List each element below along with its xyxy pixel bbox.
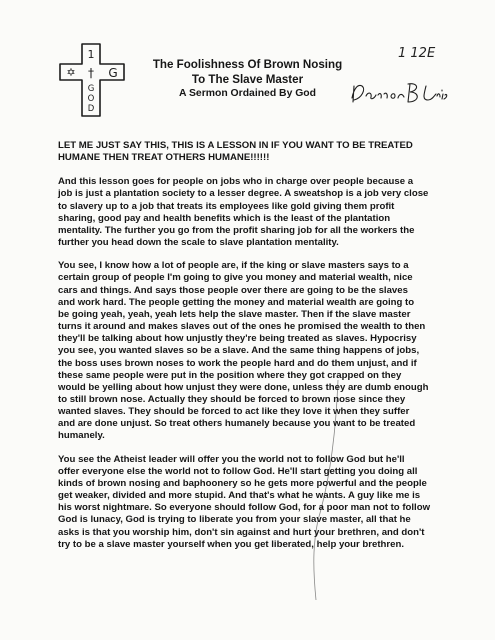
text-line: try to be a slave master yourself when you get liberated, help your brethren.: [58, 538, 405, 550]
text-line: and are done unjust. So treat others humanely because you want to be treated: [58, 418, 416, 430]
text-line: they'll be talking about how unjustly they're being treated as slaves. Hypocrisy: [58, 333, 417, 345]
text-line: get weaker, divided and more stupid. And that's what he wants. A guy like me is: [58, 490, 421, 502]
emblem-right: G: [108, 66, 118, 80]
text-line: HUMANE THEN TREAT OTHERS HUMANE!!!!!!: [58, 152, 270, 164]
handwritten-signature: [348, 78, 448, 108]
text-line: these same people were put in the position where they got crapped on they: [58, 369, 402, 381]
text-line: to slavery up to a job that treats its employees like gold giving them profit: [58, 200, 395, 212]
paragraph-4: [58, 454, 458, 551]
emblem-bottom-3: D: [87, 104, 95, 114]
text-line: sharing, good pay and health benefits which is the least of the plantation: [58, 212, 391, 224]
emblem-center: †: [88, 66, 94, 80]
cross-emblem-icon: [58, 42, 128, 118]
text-line: certain group of people I'm going to give you money and material wealth, nice: [58, 272, 413, 284]
text-line: his worst nightmare. So everyone should follow God, for a poor man not to follow: [58, 502, 431, 514]
text-line: God is lunacy, God is trying to liberate you from your slave master, all that he: [58, 514, 411, 526]
text-line: and work hard. The people getting the money and material wealth are going to: [58, 296, 415, 308]
text-line: to still brown nose. Actually they should be forced to brown nose since they: [58, 393, 406, 405]
text-line: humanely.: [58, 430, 105, 442]
text-line: And this lesson goes for people on jobs who in charge over people because a: [58, 176, 414, 188]
text-line: asks is that you worship him, don't sin against and hurt your brethren, and don't: [58, 526, 425, 538]
paragraph-2: [58, 176, 458, 249]
text-line: wanted slaves. They should be forced to act like they love it when they suffer: [58, 406, 410, 418]
text-line: turns it around and makes slaves out of the ones he promised the wealth to then: [58, 321, 426, 333]
text-line: the boss uses brown noses to work the people hard and do them unjust, and if: [58, 357, 417, 369]
emblem-left: ✡: [66, 66, 76, 79]
text-line: mentality. The further you go from the profit sharing job for all the workers the: [58, 224, 415, 236]
text-line: You see, I know how a lot of people are, if the king or slave masters says to a: [58, 260, 409, 272]
text-line: further you head down the scale to slave plantation mentality.: [58, 237, 339, 249]
emblem-bottom-1: G: [87, 84, 95, 94]
text-line: would be yelling about how unjust they were done, unless they are dumb enough: [58, 381, 429, 393]
text-line: kinds of brown nosing and baphoonery so he gets more powerful and the people: [58, 477, 427, 489]
text-line: offer everyone else the world not to follow God. He'll start getting you doing all: [58, 465, 418, 477]
title-line-2: To The Slave Master: [191, 72, 304, 86]
paragraph-3: [58, 260, 458, 442]
emblem-top: 1: [87, 48, 95, 61]
emblem-bottom-2: O: [87, 94, 95, 104]
handwritten-page-number: 1 12E: [398, 46, 436, 61]
text-line: cars and things. And says those people over there are going to be the slaves: [58, 284, 408, 296]
text-line: You see the Atheist leader will offer you the world not to follow God but he'll: [58, 453, 405, 465]
text-line: LET ME JUST SAY THIS, THIS IS A LESSON IN IF YOU WANT TO BE TREATED: [58, 140, 413, 151]
title-line-1: The Foolishness Of Brown Nosing: [152, 58, 343, 71]
sermon-header: [135, 58, 360, 102]
text-line: you see, you wanted slaves so be a slave. And the same thing happens of jobs,: [58, 345, 420, 357]
subtitle: A Sermon Ordained By God: [178, 88, 317, 99]
paragraph-1: [58, 140, 458, 164]
text-line: be going yeah, yeah, yeah lets help the slave master. Then if the slave master: [58, 308, 411, 320]
sermon-body: [58, 140, 458, 562]
text-line: job is just a plantation society to a lesser degree. A sweatshop is a job very close: [58, 188, 429, 200]
